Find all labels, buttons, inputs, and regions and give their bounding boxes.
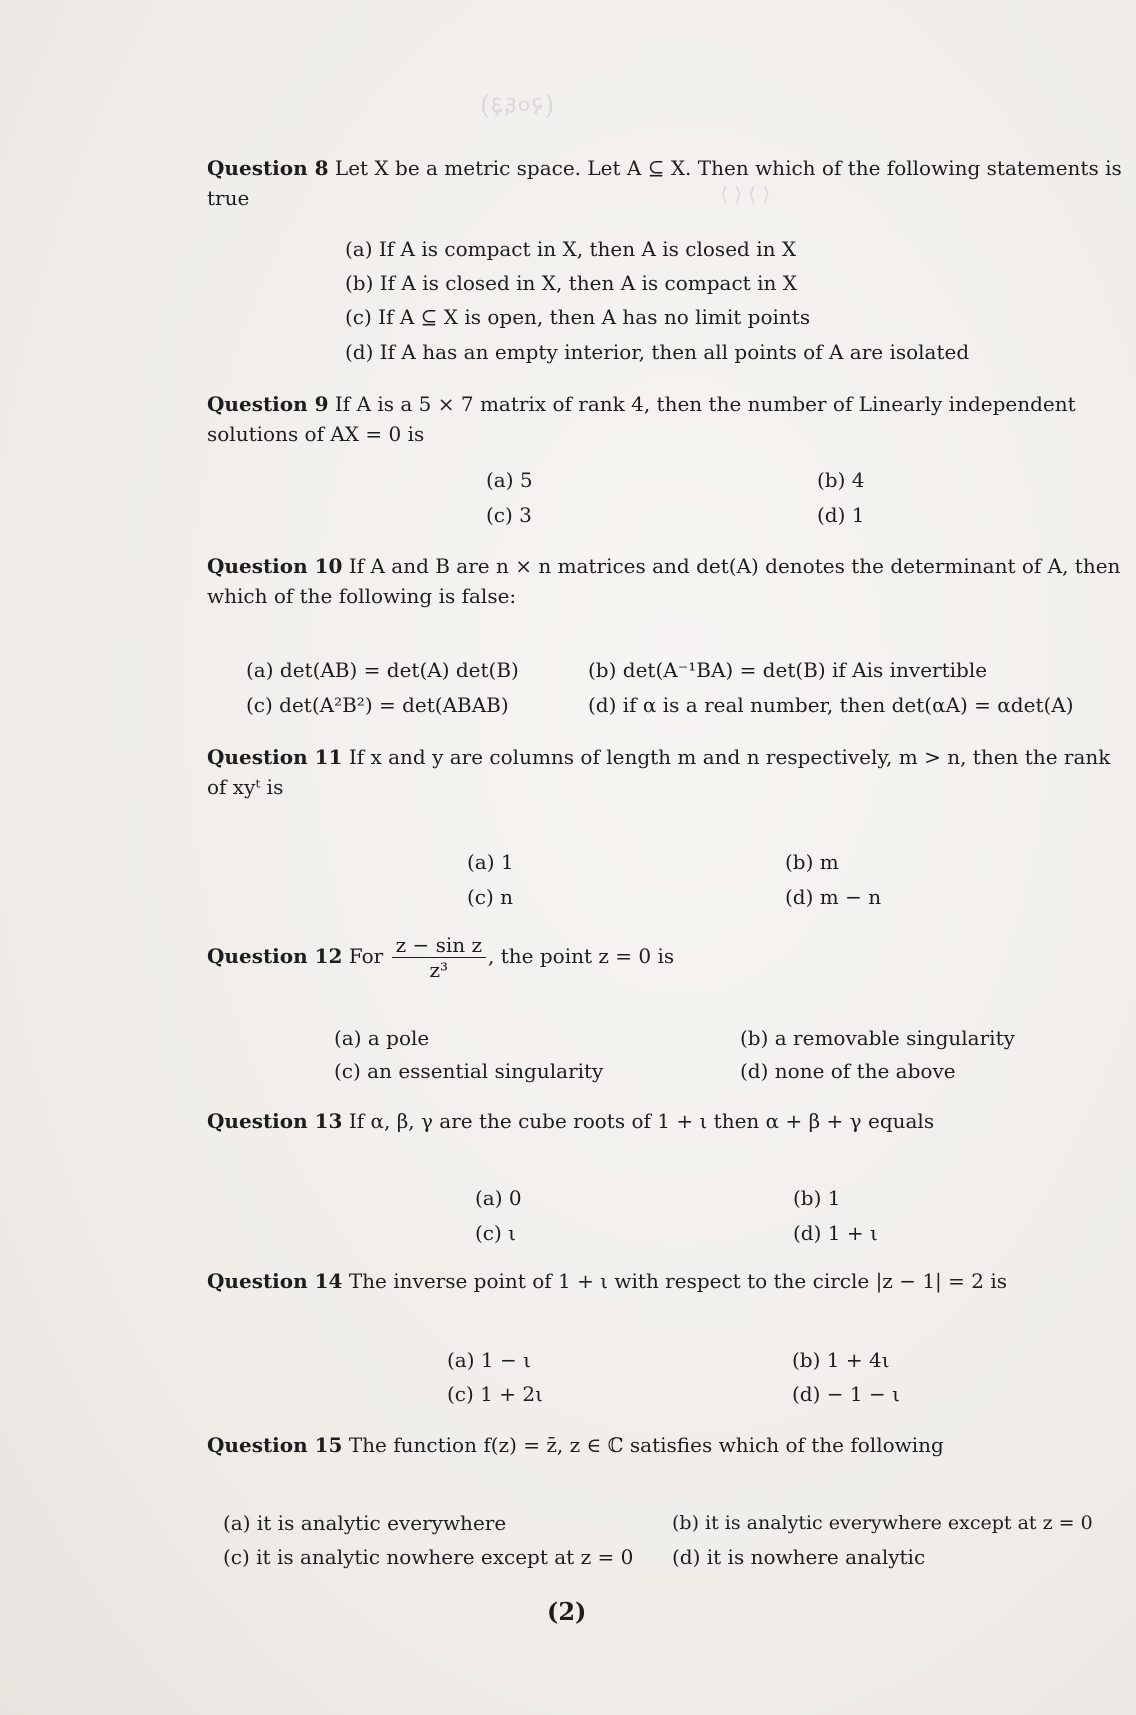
option-d: (d) m − n (785, 885, 882, 909)
question-12 (207, 932, 1135, 982)
question-14 (207, 1266, 1135, 1296)
option-c: (c) an essential singularity (334, 1059, 604, 1083)
option-b: (b) it is analytic everywhere except at z = 0 (672, 1512, 1093, 1534)
option-c: (c) 1 + 2ι (447, 1382, 543, 1406)
option-d: (d) − 1 − ι (792, 1382, 900, 1406)
question-8 (207, 153, 1135, 213)
option-c: (c) det(A²B²) = det(ABAB) (246, 693, 509, 717)
option-b: (b) det(A⁻¹BA) = det(B) if Ais invertible (588, 658, 988, 682)
option-d: (d) 1 (817, 503, 865, 527)
fraction-denominator: z³ (429, 958, 449, 982)
question-label: Question 10 (207, 554, 343, 578)
option-d: (d) if α is a real number, then det(αA) = αdet(A) (588, 693, 1074, 717)
question-text: If A and B are n × n matrices and det(A) denotes the determinant of A, then which of the following is false: (207, 554, 1121, 608)
option-a: (a) 1 (467, 850, 514, 874)
question-label: Question 8 (207, 156, 329, 180)
option-a: (a) 5 (486, 468, 533, 492)
option-b: (b) m (785, 850, 839, 874)
question-label: Question 11 (207, 745, 343, 769)
question-label: Question 14 (207, 1269, 343, 1293)
question-prefix: For (348, 944, 384, 968)
option-c: (c) ι (475, 1221, 517, 1245)
question-10 (207, 551, 1135, 611)
option-d: (d) it is nowhere analytic (672, 1545, 926, 1569)
option-d: (d) none of the above (740, 1059, 956, 1083)
option-c: (c) it is analytic nowhere except at z = 0 (223, 1545, 634, 1569)
option-b: (b) a removable singularity (740, 1026, 1015, 1050)
fraction (392, 933, 486, 982)
option-c: (c) If A ⊆ X is open, then A has no limit points (345, 305, 811, 329)
option-b: (b) 1 (793, 1186, 841, 1210)
option-a: (a) 0 (475, 1186, 522, 1210)
option-c: (c) n (467, 885, 514, 909)
question-text: The inverse point of 1 + ι with respect to the circle |z − 1| = 2 is (348, 1269, 1007, 1293)
question-text: Let X be a metric space. Let A ⊆ X. Then which of the following statements is true (207, 156, 1122, 210)
option-b: (b) If A is closed in X, then A is compact in X (345, 271, 797, 295)
fraction-numerator: z − sin z (392, 933, 486, 958)
option-b: (b) 4 (817, 468, 865, 492)
page-number: (2) (547, 1597, 587, 1626)
option-a: (a) a pole (334, 1026, 430, 1050)
question-11 (207, 742, 1135, 802)
option-b: (b) 1 + 4ι (792, 1348, 890, 1372)
question-13 (207, 1106, 1135, 1136)
question-text: If x and y are columns of length m and n respectively, m > n, then the rank of xyᵗ is (207, 745, 1111, 799)
option-d: (d) If A has an empty interior, then all points of A are isolated (345, 340, 970, 364)
question-label: Question 15 (207, 1433, 343, 1457)
option-a: (a) det(AB) = det(A) det(B) (246, 658, 519, 682)
question-15 (207, 1430, 1135, 1460)
option-a: (a) 1 − ι (447, 1348, 531, 1372)
bleed-through-mark: (२०६३) (480, 91, 555, 121)
question-suffix: , the point z = 0 is (488, 944, 675, 968)
option-a: (a) it is analytic everywhere (223, 1511, 507, 1535)
option-a: (a) If A is compact in X, then A is closed in X (345, 237, 797, 261)
question-text: If A is a 5 × 7 matrix of rank 4, then the number of Linearly independent solutions of AX = 0 is (207, 392, 1076, 446)
question-label: Question 9 (207, 392, 329, 416)
option-c: (c) 3 (486, 503, 532, 527)
question-label: Question 12 (207, 944, 343, 968)
question-text: The function f(z) = z̄, z ∈ ℂ satisfies which of the following (348, 1433, 944, 1457)
question-9 (207, 389, 1135, 449)
question-text: If α, β, γ are the cube roots of 1 + ι then α + β + γ equals (348, 1109, 935, 1133)
bleed-through-mark: ⟨ ⟩ ⟨ ⟩ (720, 182, 771, 206)
option-d: (d) 1 + ι (793, 1221, 878, 1245)
question-label: Question 13 (207, 1109, 343, 1133)
